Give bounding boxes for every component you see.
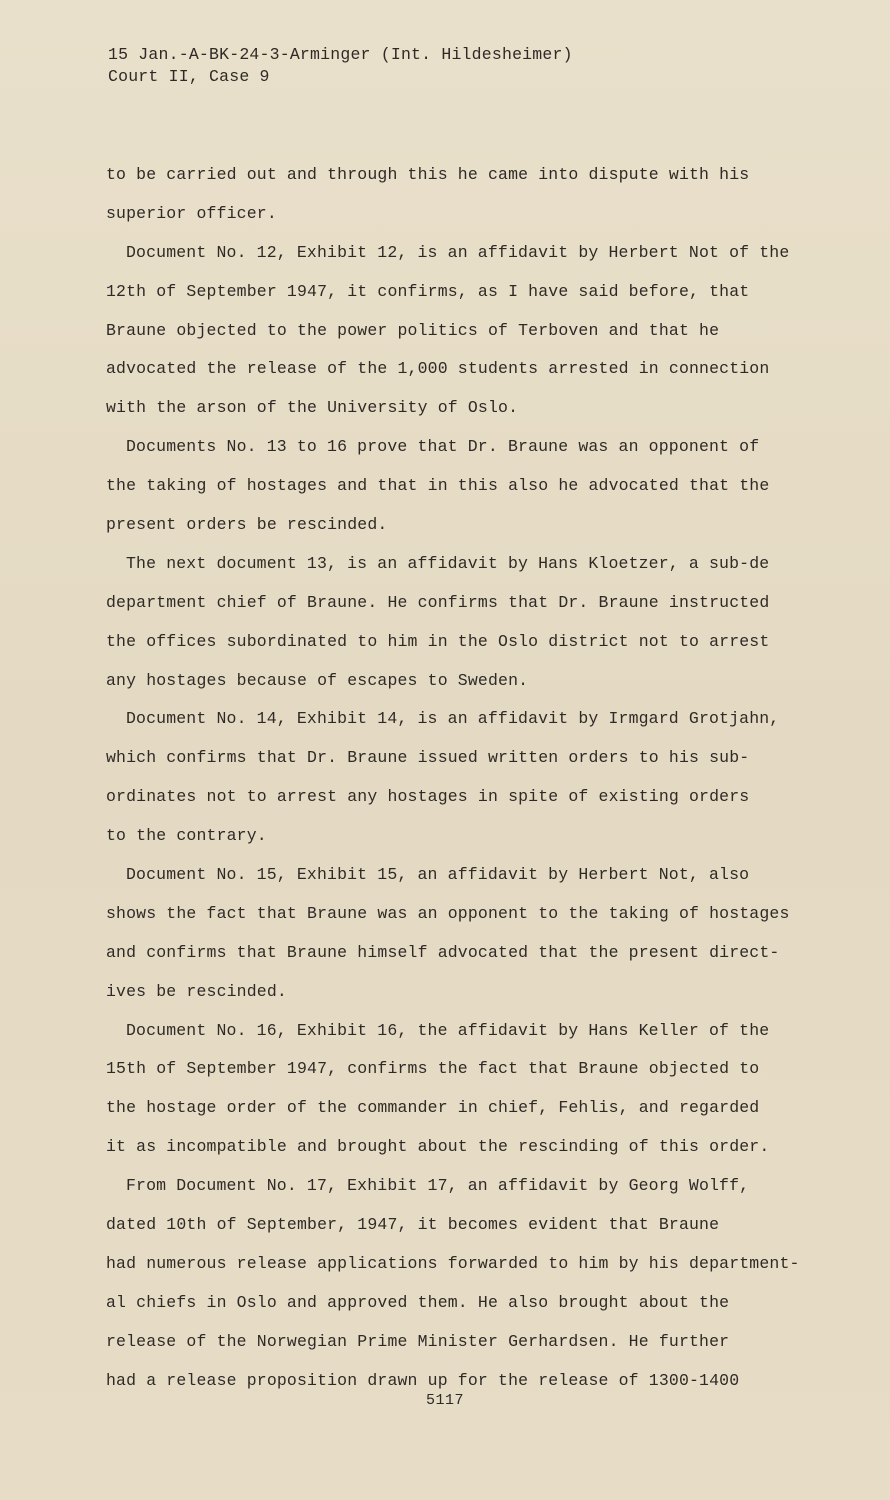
text-line: From Document No. 17, Exhibit 17, an affidavit by Georg Wolff, bbox=[126, 1176, 750, 1196]
text-line: the hostage order of the commander in chief, Fehlis, and regarded bbox=[106, 1098, 760, 1118]
text-line: 12th of September 1947, it confirms, as I have said before, that bbox=[106, 281, 750, 301]
text-line: Document No. 16, Exhibit 16, the affidavit by Hans Keller of the bbox=[126, 1020, 770, 1040]
text-line: and confirms that Braune himself advocated that the present direct- bbox=[106, 942, 780, 962]
text-line: had a release proposition drawn up for the release of 1300-1400 bbox=[106, 1370, 740, 1390]
text-line: the offices subordinated to him in the Oslo district not to arrest bbox=[106, 631, 770, 651]
text-line: release of the Norwegian Prime Minister Gerhardsen. He further bbox=[106, 1331, 730, 1351]
text-line: present orders be rescinded. bbox=[106, 515, 388, 535]
text-line: advocated the release of the 1,000 students arrested in connection bbox=[106, 359, 770, 379]
document-header bbox=[108, 44, 573, 88]
text-line: had numerous release applications forwarded to him by his department- bbox=[106, 1253, 800, 1273]
text-line: The next document 13, is an affidavit by Hans Kloetzer, a sub-de bbox=[126, 553, 770, 573]
text-line: shows the fact that Braune was an opponent to the taking of hostages bbox=[106, 903, 790, 923]
text-line: Document No. 14, Exhibit 14, is an affidavit by Irmgard Grotjahn, bbox=[126, 709, 780, 729]
text-line: the taking of hostages and that in this also he advocated that the bbox=[106, 476, 770, 496]
page-number: 5117 bbox=[425, 1392, 464, 1409]
text-line: department chief of Braune. He confirms that Dr. Braune instructed bbox=[106, 592, 770, 612]
text-line: with the arson of the University of Oslo. bbox=[106, 398, 519, 418]
text-line: superior officer. bbox=[106, 203, 277, 223]
text-line: ordinates not to arrest any hostages in spite of existing orders bbox=[106, 787, 750, 807]
text-line: which confirms that Dr. Braune issued written orders to his sub- bbox=[106, 748, 750, 768]
text-line: 15th of September 1947, confirms the fact that Braune objected to bbox=[106, 1059, 760, 1079]
text-line: to be carried out and through this he came into dispute with his bbox=[106, 165, 750, 184]
text-line: ives be rescinded. bbox=[106, 981, 287, 1001]
text-line: Documents No. 13 to 16 prove that Dr. Braune was an opponent of bbox=[126, 437, 760, 457]
text-line: al chiefs in Oslo and approved them. He also brought about the bbox=[106, 1292, 730, 1312]
text-line: to the contrary. bbox=[106, 826, 267, 846]
text-line: Document No. 12, Exhibit 12, is an affidavit by Herbert Not of the bbox=[126, 242, 790, 262]
text-line: Document No. 15, Exhibit 15, an affidavit by Herbert Not, also bbox=[126, 865, 750, 885]
text-line: any hostages because of escapes to Sweden. bbox=[106, 670, 529, 690]
text-line: Braune objected to the power politics of Terboven and that he bbox=[106, 320, 720, 340]
text-line: it as incompatible and brought about the rescinding of this order. bbox=[106, 1137, 770, 1157]
text-line: dated 10th of September, 1947, it becomes evident that Braune bbox=[106, 1215, 720, 1235]
transcript-body bbox=[106, 156, 800, 1401]
header-case-reference: 15 Jan.-A-BK-24-3-Arminger (Int. Hildesheimer) bbox=[108, 45, 573, 64]
header-court-case: Court II, Case 9 bbox=[108, 67, 270, 86]
